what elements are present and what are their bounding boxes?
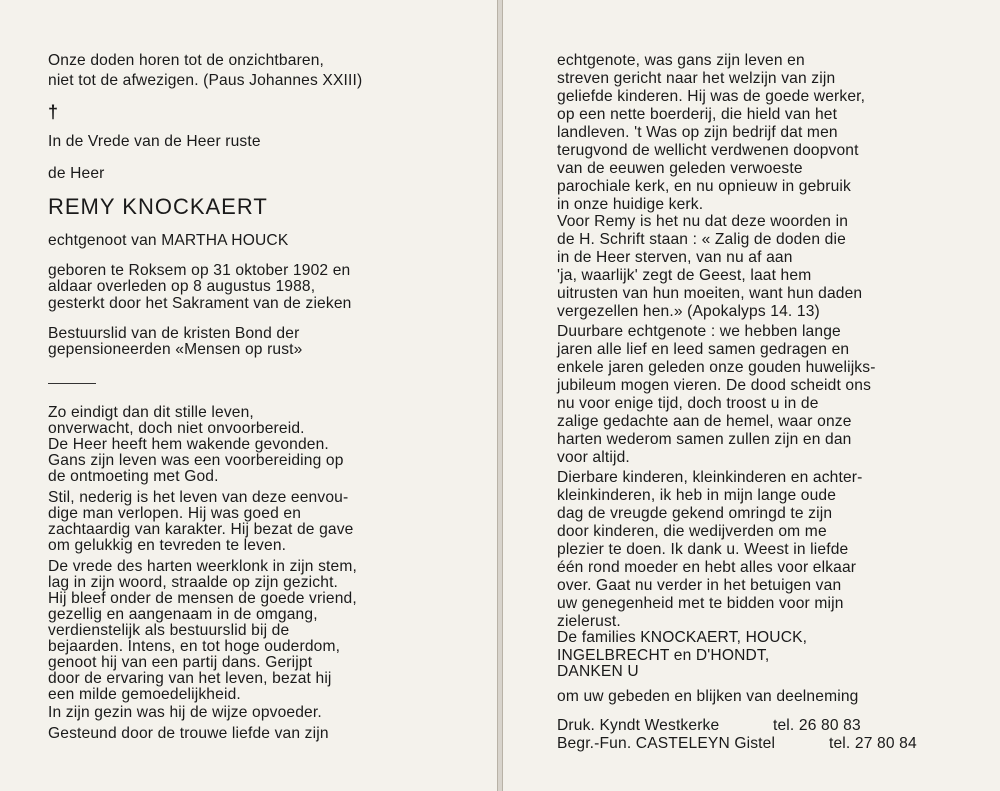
- dates-line: aldaar overleden op 8 augustus 1988,: [48, 278, 316, 295]
- text-line: Gans zijn leven was een voorbereiding op: [48, 452, 344, 469]
- thanks-line: om uw gebeden en blijken van deelneming: [557, 688, 859, 705]
- deceased-name: REMY KNOCKAERT: [48, 194, 268, 219]
- text-line: om gelukkig en tevreden te leven.: [48, 537, 287, 554]
- printer-tel: tel. 26 80 83: [773, 717, 861, 734]
- dates-line: geboren te Roksem op 31 oktober 1902 en: [48, 262, 351, 279]
- text-line: 'ja, waarlijk' zegt de Geest, laat hem: [557, 267, 812, 284]
- cross-symbol: †: [48, 102, 59, 122]
- thanks-line: INGELBRECHT en D'HONDT,: [557, 647, 770, 664]
- text-line: één rond moeder en hebt alles voor elkaar: [557, 559, 857, 576]
- text-line: De vrede des harten weerklonk in zijn stem,: [48, 558, 357, 575]
- membership-line: Bestuurslid van de kristen Bond der: [48, 325, 300, 342]
- text-line: de ontmoeting met God.: [48, 468, 219, 485]
- text-line: echtgenote, was gans zijn leven en: [557, 52, 805, 69]
- text-line: in onze huidige kerk.: [557, 196, 704, 213]
- text-line: De Heer heeft hem wakende gevonden.: [48, 436, 329, 453]
- thanks-line: De families KNOCKAERT, HOUCK,: [557, 629, 808, 646]
- text-line: van de eeuwen geleden verwoeste: [557, 160, 803, 177]
- quote-line: Onze doden horen tot de onzichtbaren,: [48, 52, 325, 69]
- intro-line: In de Vrede van de Heer ruste: [48, 133, 261, 150]
- text-line: genoot hij van een partij dans. Gerijpt: [48, 654, 313, 671]
- text-line: voor altijd.: [557, 449, 630, 466]
- membership-line: gepensioneerden «Mensen op rust»: [48, 341, 303, 358]
- text-line: Duurbare echtgenote : we hebben lange: [557, 323, 841, 340]
- text-line: geliefde kinderen. Hij was de goede werker,: [557, 88, 866, 105]
- text-line: in de Heer sterven, van nu af aan: [557, 249, 793, 266]
- text-line: harten wederom samen zullen zijn en dan: [557, 431, 852, 448]
- text-line: de H. Schrift staan : « Zalig de doden die: [557, 231, 846, 248]
- text-line: plezier te doen. Ik dank u. Weest in liefde: [557, 541, 849, 558]
- right-page: [502, 0, 1000, 791]
- text-line: Stil, nederig is het leven van deze eenvou-: [48, 489, 349, 506]
- funeral-tel: tel. 27 80 84: [829, 735, 917, 752]
- text-line: kleinkinderen, ik heb in mijn lange oude: [557, 487, 837, 504]
- title-line: de Heer: [48, 165, 105, 182]
- text-line: door de ervaring van het leven, bezat hij: [48, 670, 332, 687]
- text-line: zielerust.: [557, 613, 621, 630]
- text-line: Hij bleef onder de mensen de goede vriend,: [48, 590, 357, 607]
- text-line: vergezellen hen.» (Apokalyps 14. 13): [557, 303, 820, 320]
- text-line: dige man verlopen. Hij was goed en: [48, 505, 302, 522]
- text-line: jaren alle lief en leed samen gedragen en: [557, 341, 850, 358]
- text-line: gezellig en aangenaam in de omgang,: [48, 606, 318, 623]
- thanks-line: DANKEN U: [557, 663, 639, 680]
- text-line: landleven. 't Was op zijn bedrijf dat men: [557, 124, 838, 141]
- text-line: Voor Remy is het nu dat deze woorden in: [557, 213, 849, 230]
- text-line: Gesteund door de trouwe liefde van zijn: [48, 725, 329, 742]
- text-line: parochiale kerk, en nu opnieuw in gebruik: [557, 178, 851, 195]
- text-line: enkele jaren geleden onze gouden huwelijks-: [557, 359, 876, 376]
- dates-line: gesterkt door het Sakrament van de zieken: [48, 295, 352, 312]
- text-line: uitrusten van hun moeiten, want hun daden: [557, 285, 863, 302]
- text-line: jubileum mogen vieren. De dood scheidt ons: [557, 377, 872, 394]
- text-line: zalige gedachte aan de hemel, waar onze: [557, 413, 852, 430]
- text-line: dag de vreugde gekend omringd te zijn: [557, 505, 833, 522]
- text-line: terugvond de wellicht verdwenen doopvont: [557, 142, 859, 159]
- text-line: uw genegenheid met te bidden voor mijn: [557, 595, 844, 612]
- spouse-line: echtgenoot van MARTHA HOUCK: [48, 232, 289, 249]
- funeral-name: Begr.-Fun. CASTELEYN Gistel: [557, 735, 776, 752]
- text-line: lag in zijn woord, straalde op zijn gezicht.: [48, 574, 339, 591]
- text-line: streven gericht naar het welzijn van zijn: [557, 70, 836, 87]
- text-line: een milde gemoedelijkheid.: [48, 686, 241, 703]
- text-line: zachtaardig van karakter. Hij bezat de gave: [48, 521, 354, 538]
- text-line: nu voor enige tijd, doch troost u in de: [557, 395, 819, 412]
- text-line: over. Gaat nu verder in het betuigen van: [557, 577, 842, 594]
- text-line: verdienstelijk als bestuurslid bij de: [48, 622, 290, 639]
- text-line: In zijn gezin was hij de wijze opvoeder.: [48, 704, 322, 721]
- text-line: bejaarden. Intens, en tot hoge ouderdom,: [48, 638, 341, 655]
- text-line: onverwacht, doch niet onvoorbereid.: [48, 420, 305, 437]
- divider: [48, 383, 96, 384]
- left-page: [0, 0, 498, 791]
- quote-line: niet tot de afwezigen. (Paus Johannes XXIII): [48, 72, 363, 89]
- text-line: op een nette boerderij, die hield van het: [557, 106, 838, 123]
- text-line: Dierbare kinderen, kleinkinderen en achter-: [557, 469, 863, 486]
- text-line: Zo eindigt dan dit stille leven,: [48, 404, 254, 421]
- printer-name: Druk. Kyndt Westkerke: [557, 717, 720, 734]
- text-line: door kinderen, die wedijverden om me: [557, 523, 827, 540]
